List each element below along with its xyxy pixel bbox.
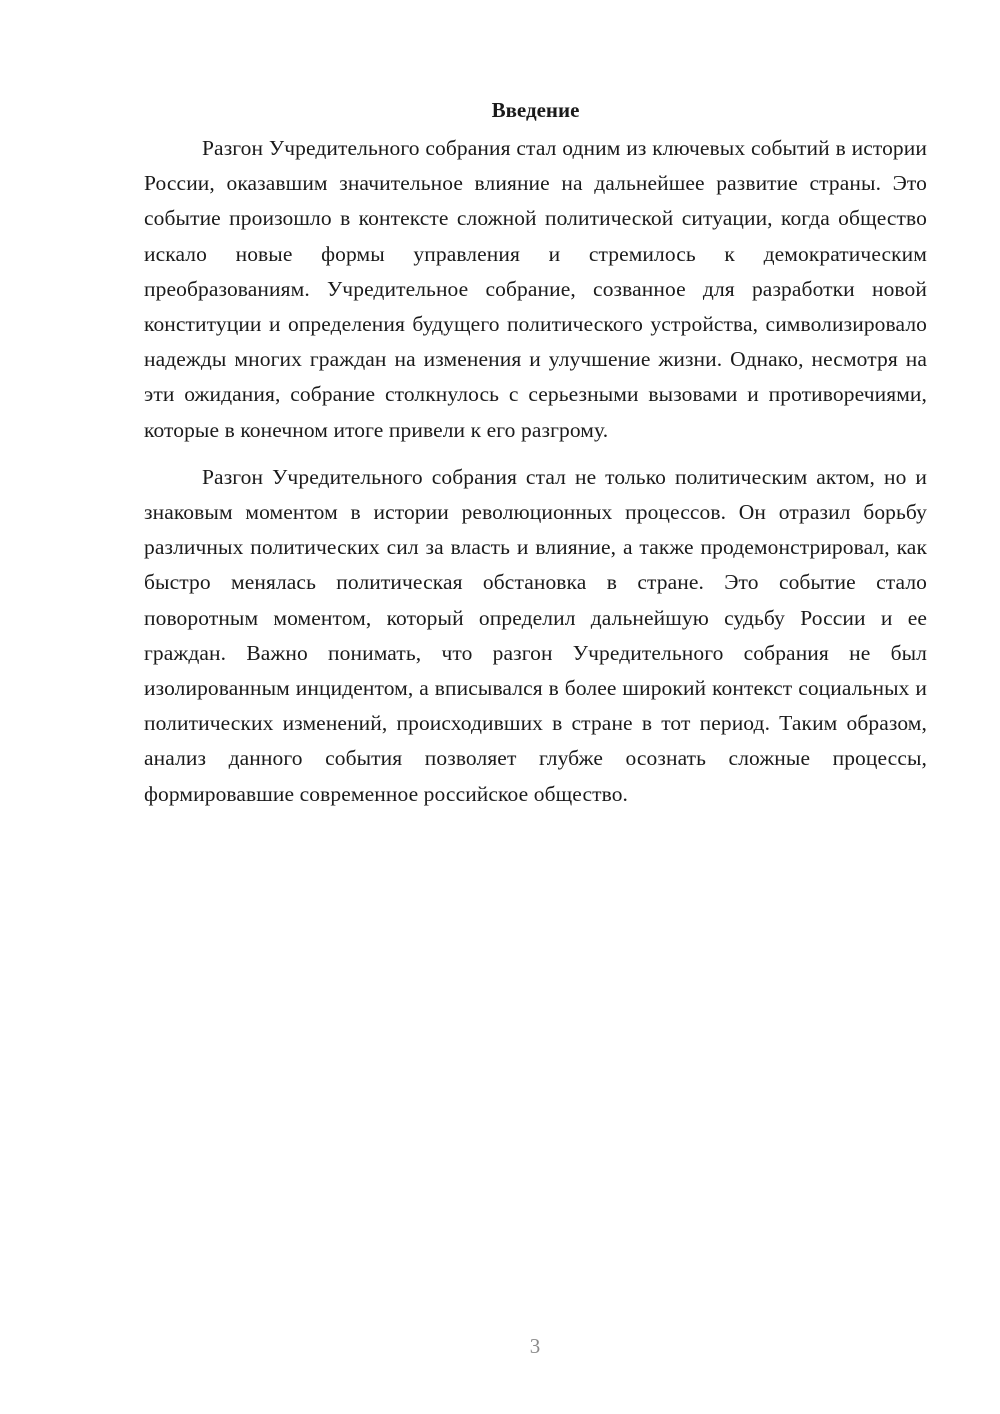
paragraph-2: Разгон Учредительного собрания стал не только политическим актом, но и знаковым моментом в истории революционных процессов. Он отразил борьбу различных политических сил за власть и влияние, а также продемонстрировал, как быстро менялась политическая обстановка в стране. Это событие стало поворотным моментом, который определил дальнейшую судьбу России и ее граждан. Важно понимать, что разгон Учредительного собрания не был изолированным инцидентом, а вписывался в более широкий контекст социальных и политических изменений, происходивших в стране в тот период. Таким образом, анализ данного события позволяет глубже осознать сложные процессы, формировавшие современное российское общество. [144, 464, 927, 806]
page-content [144, 95, 927, 812]
paragraph-1: Разгон Учредительного собрания стал одним из ключевых событий в истории России, оказавшим значительное влияние на дальнейшее развитие страны. Это событие произошло в контексте сложной политической ситуации, когда общество искало новые формы управления и стремилось к демократическим преобразованиям. Учредительное собрание, созванное для разработки новой конституции и определения будущего политического устройства, символизировало надежды многих граждан на изменения и улучшение жизни. Однако, несмотря на эти ожидания, собрание столкнулось с серьезными вызовами и противоречиями, которые в конечном итоге привели к его разгрому. [144, 136, 927, 442]
page-number: 3 [529, 1334, 541, 1358]
section-heading: Введение [491, 98, 580, 122]
